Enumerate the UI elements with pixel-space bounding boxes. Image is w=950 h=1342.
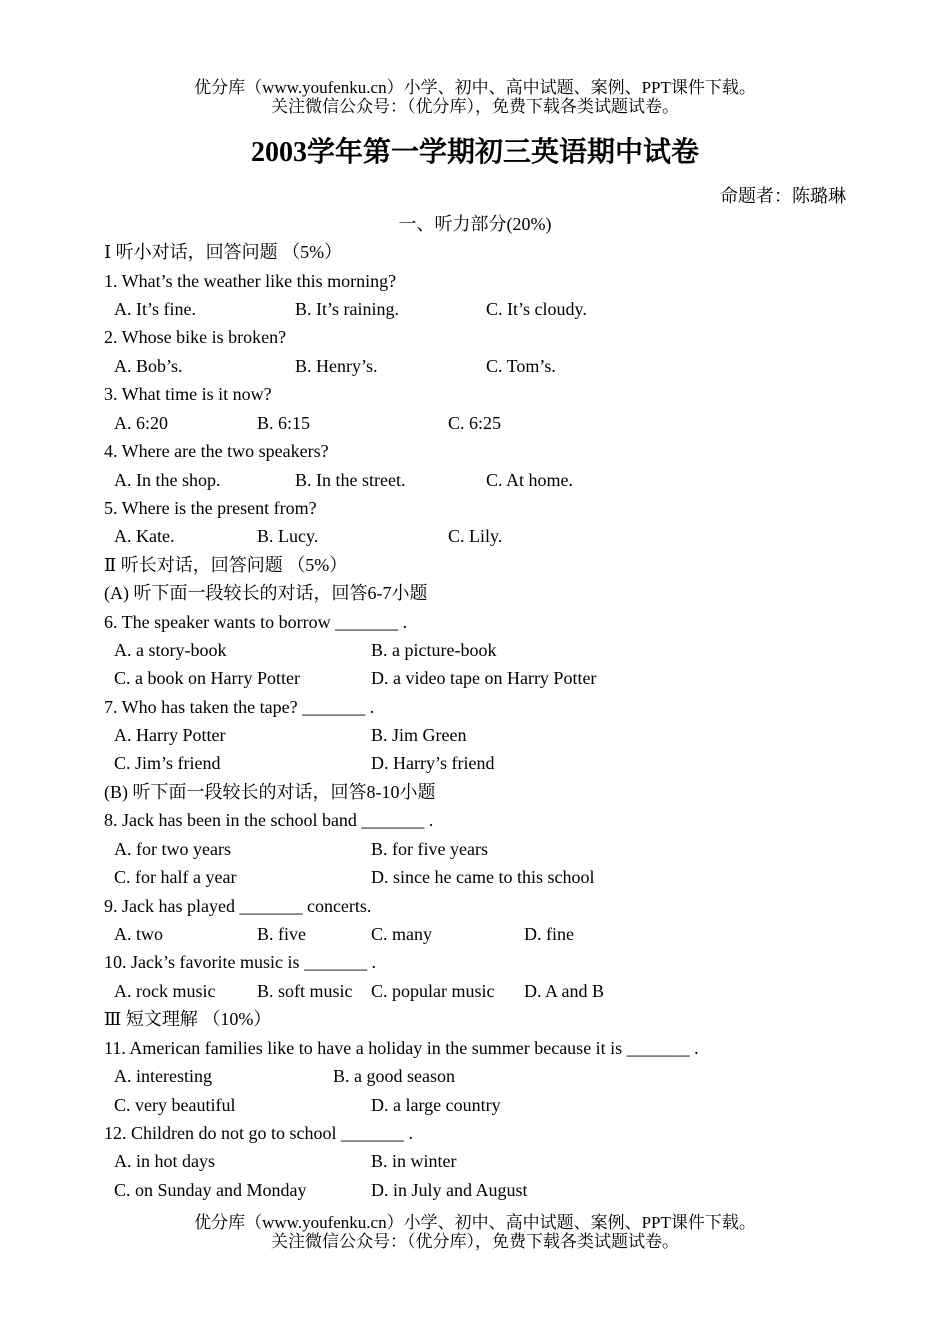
option-b: B. in winter bbox=[371, 1151, 457, 1171]
option-a: A. in hot days bbox=[114, 1151, 215, 1171]
option-b: B. a good season bbox=[333, 1066, 455, 1086]
option-c: C. popular music bbox=[371, 981, 495, 1001]
option-b: B. 6:15 bbox=[257, 413, 311, 433]
exam-title: 2003学年第一学期初三英语期中试卷 bbox=[250, 137, 699, 168]
option-c: C. many bbox=[371, 924, 432, 944]
question-7: 7. Who has taken the tape? _______ . bbox=[104, 697, 375, 717]
bottom-banner-line2: 关注微信公众号：（优分库），免费下载各类试题试卷。 bbox=[271, 1232, 679, 1251]
options-row bbox=[0, 979, 950, 1003]
question-12: 12. Children do not go to school _______ . bbox=[104, 1123, 413, 1143]
option-b: B. In the street. bbox=[295, 470, 406, 490]
question-5: 5. Where is the present from? bbox=[104, 498, 317, 518]
option-a: A. Bob’s. bbox=[114, 356, 183, 376]
part-heading-3: Ⅲ 短文理解 （10%） bbox=[104, 1009, 272, 1029]
option-a: A. a story-book bbox=[114, 640, 227, 660]
option-b: B. Lucy. bbox=[257, 526, 319, 546]
question-4: 4. Where are the two speakers? bbox=[104, 441, 329, 461]
options-row bbox=[0, 666, 950, 690]
question-1: 1. What’s the weather like this morning? bbox=[104, 271, 397, 291]
option-c: C. Tom’s. bbox=[486, 356, 556, 376]
options-row bbox=[0, 524, 950, 548]
options-row bbox=[0, 638, 950, 662]
options-row bbox=[0, 1149, 950, 1173]
option-c: C. Lily. bbox=[448, 526, 503, 546]
question-8: 8. Jack has been in the school band _______ . bbox=[104, 810, 434, 830]
option-b: B. Henry’s. bbox=[295, 356, 378, 376]
options-row bbox=[0, 354, 950, 378]
top-banner-line2: 关注微信公众号：（优分库），免费下载各类试题试卷。 bbox=[271, 97, 679, 116]
options-row bbox=[0, 922, 950, 946]
option-a: A. Harry Potter bbox=[114, 725, 226, 745]
option-a: A. In the shop. bbox=[114, 470, 221, 490]
options-row bbox=[0, 865, 950, 889]
question-3: 3. What time is it now? bbox=[104, 384, 272, 404]
options-row bbox=[0, 751, 950, 775]
option-c: C. for half a year bbox=[114, 867, 237, 887]
options-row bbox=[0, 723, 950, 747]
option-d: D. in July and August bbox=[371, 1180, 528, 1200]
question-6: 6. The speaker wants to borrow _______ . bbox=[104, 612, 408, 632]
options-row bbox=[0, 1064, 950, 1088]
option-c: C. 6:25 bbox=[448, 413, 502, 433]
option-c: C. very beautiful bbox=[114, 1095, 236, 1115]
options-row bbox=[0, 837, 950, 861]
option-c: C. At home. bbox=[486, 470, 574, 490]
option-b: B. soft music bbox=[257, 981, 353, 1001]
question-11: 11. American families like to have a holiday in the summer because it is _______ . bbox=[104, 1038, 699, 1058]
option-d: D. a video tape on Harry Potter bbox=[371, 668, 597, 688]
option-a: A. It’s fine. bbox=[114, 299, 196, 319]
section-heading-listening: 一、听力部分(20%) bbox=[398, 214, 552, 234]
options-row bbox=[0, 297, 950, 321]
author-line: 命题者：陈璐琳 bbox=[720, 186, 846, 206]
question-10: 10. Jack’s favorite music is _______ . bbox=[104, 952, 376, 972]
options-row bbox=[0, 468, 950, 492]
option-b: B. five bbox=[257, 924, 306, 944]
option-b: B. for five years bbox=[371, 839, 488, 859]
option-a: A. 6:20 bbox=[114, 413, 168, 433]
option-a: A. two bbox=[114, 924, 163, 944]
part-heading-2: Ⅱ 听长对话，回答问题 （5%） bbox=[104, 555, 348, 575]
option-c: C. a book on Harry Potter bbox=[114, 668, 300, 688]
question-2: 2. Whose bike is broken? bbox=[104, 327, 287, 347]
option-d: D. Harry’s friend bbox=[371, 753, 495, 773]
option-b: B. a picture-book bbox=[371, 640, 497, 660]
option-d: D. fine bbox=[524, 924, 574, 944]
option-a: A. interesting bbox=[114, 1066, 212, 1086]
option-a: A. Kate. bbox=[114, 526, 175, 546]
option-a: A. for two years bbox=[114, 839, 231, 859]
option-c: C. It’s cloudy. bbox=[486, 299, 587, 319]
option-d: D. since he came to this school bbox=[371, 867, 595, 887]
option-c: C. Jim’s friend bbox=[114, 753, 221, 773]
question-9: 9. Jack has played _______ concerts. bbox=[104, 896, 372, 916]
part-instruction-b: (B) 听下面一段较长的对话，回答8-10小题 bbox=[104, 782, 436, 802]
option-b: B. It’s raining. bbox=[295, 299, 399, 319]
bottom-banner-line1: 优分库（www.youfenku.cn）小学、初中、高中试题、案例、PPT课件下载。 bbox=[194, 1213, 756, 1232]
option-a: A. rock music bbox=[114, 981, 216, 1001]
top-banner-line1: 优分库（www.youfenku.cn）小学、初中、高中试题、案例、PPT课件下载。 bbox=[194, 78, 756, 97]
option-d: D. A and B bbox=[524, 981, 605, 1001]
option-d: D. a large country bbox=[371, 1095, 501, 1115]
options-row bbox=[0, 411, 950, 435]
part-instruction-a: (A) 听下面一段较长的对话，回答6-7小题 bbox=[104, 583, 428, 603]
part-heading-1: Ⅰ 听小对话，回答问题 （5%） bbox=[104, 242, 343, 262]
options-row bbox=[0, 1093, 950, 1117]
option-b: B. Jim Green bbox=[371, 725, 467, 745]
option-c: C. on Sunday and Monday bbox=[114, 1180, 307, 1200]
options-row bbox=[0, 1178, 950, 1202]
